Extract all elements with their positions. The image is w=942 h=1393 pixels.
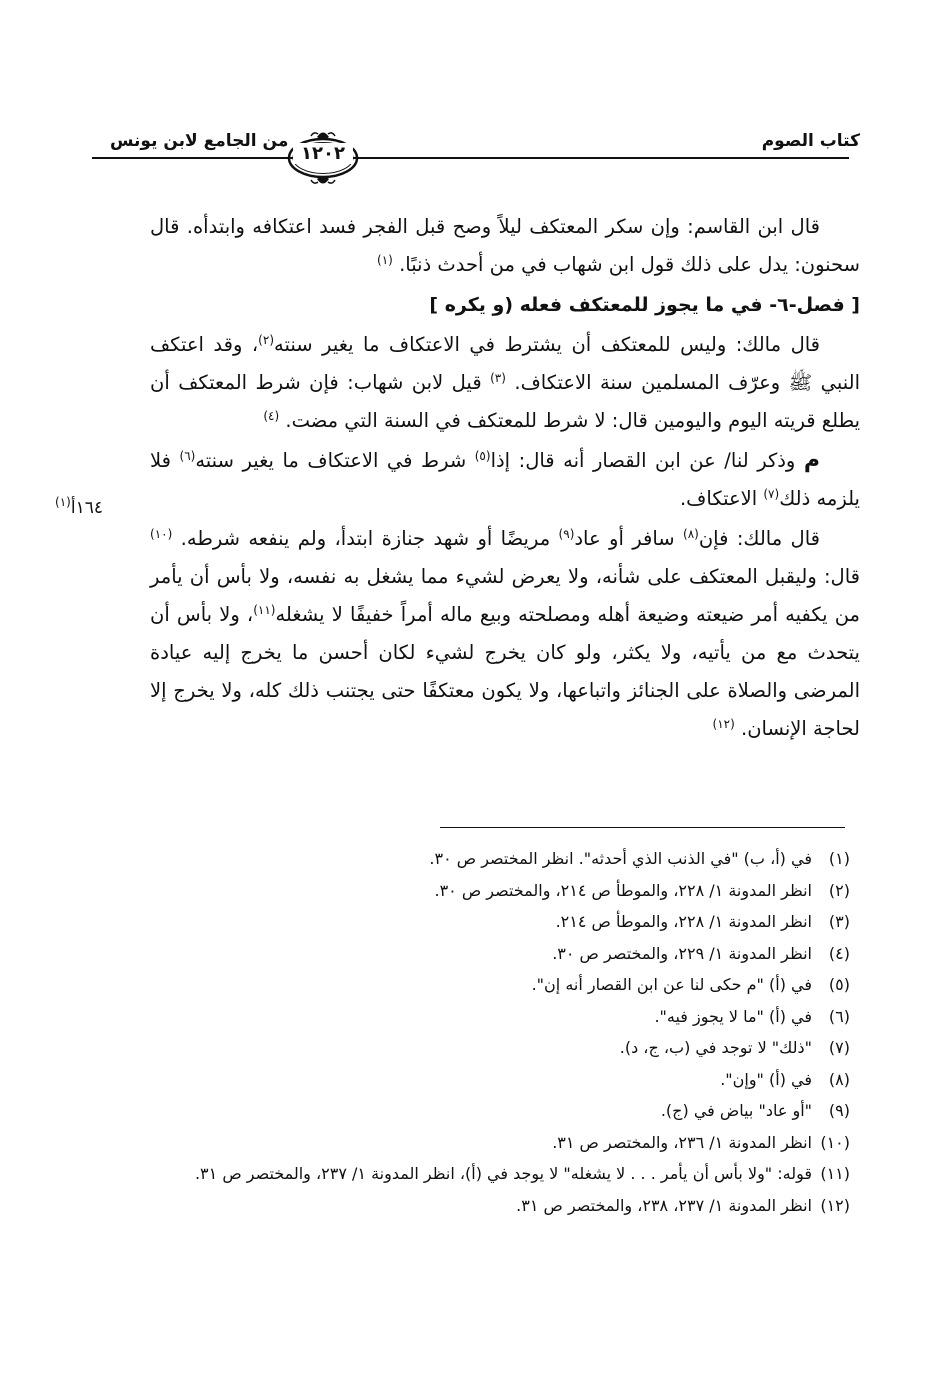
footnote-item [150, 969, 850, 1001]
footnotes [150, 843, 850, 1221]
footnote-ref: (١١) [253, 603, 276, 617]
footnote-item [150, 1032, 850, 1064]
running-head-book-title: كتاب الصوم [761, 131, 860, 151]
footnote-ref: (٧) [763, 487, 780, 501]
footnote-text: "ذلك" لا توجد في (ب، ج، د). [619, 1038, 812, 1057]
running-head-source-title: من الجامع لابن يونس [110, 131, 289, 151]
header-rule [92, 157, 849, 159]
paragraph-2: قال مالك: وليس للمعتكف أن يشترط في الاعتكاف ما يغير سنته$^{(٢)}$، وقد اعتكف النبي ﷺ وعرّف المسلمين سنة الاعتكاف. $^{(٣)}$ قيل لابن شهاب: فإن شرط المعتكف أن يطلع قريته اليوم واليومين قال: لا شرط للمعتكف في السنة التي مضت. $^{(٤)}$ [150, 333, 860, 432]
footnote-number: (٧) [828, 1038, 850, 1057]
footnote-item [150, 843, 850, 875]
footnote-item [150, 1190, 850, 1222]
footnote-separator [440, 827, 845, 828]
footnote-number: (٣) [828, 912, 850, 931]
footnote-item [150, 875, 850, 907]
footnote-item [150, 1127, 850, 1159]
footnote-number: (٨) [828, 1069, 850, 1089]
footnote-ref: (٤) [263, 409, 280, 423]
footnote-number: (٢) [828, 880, 850, 900]
footnote-ref: (٣) [490, 371, 506, 385]
footnote-text: في (أ، ب) "في الذنب الذي أحدثه". انظر المختصر ص ٣٠. [429, 849, 812, 868]
footnote-item [150, 938, 850, 970]
footnote-number: (٩) [828, 1101, 850, 1120]
footnote-number: (١) [828, 849, 850, 868]
footnote-number: (١٢) [820, 1195, 850, 1215]
footnote-number: (١٠) [820, 1132, 850, 1152]
mark-m: م [803, 448, 821, 473]
footnote-text: في (أ) "م حكى لنا عن ابن القصار أنه إن". [531, 975, 812, 994]
footnote-text: انظر المدونة ١/ ٢٣٦، والمختصر ص ٣١. [552, 1132, 812, 1152]
footnote-item [150, 1095, 850, 1127]
footnote-ref: (٢) [258, 333, 274, 347]
paragraph-3: م وذكر لنا/ عن ابن القصار أنه قال: إذا$^{(٥)}$ شرط في الاعتكاف ما يغير سنته$^{(٦)}$ فلا يلزمه ذلك$^{(٧)}$ الاعتكاف. [150, 448, 860, 510]
footnote-ref: (١) [377, 253, 393, 267]
footnote-number: (٥) [828, 975, 850, 994]
footnote-text: "أو عاد" بياض في (ج). [660, 1101, 812, 1120]
footnote-number: (١١) [820, 1164, 850, 1183]
section-heading: [ فصل-٦- في ما يجوز للمعتكف فعله (و يكره ] [429, 294, 860, 316]
footnote-text: في (أ) "ما لا يجوز فيه". [654, 1006, 812, 1026]
footnote-text: انظر المدونة ١/ ٢٢٨، والموطأ ص ٢١٤، والمختصر ص ٣٠. [434, 880, 812, 900]
footnote-text: في (أ) "وإن". [720, 1069, 812, 1089]
footnote-text: انظر المدونة ١/ ٢٣٧، ٢٣٨، والمختصر ص ٣١. [516, 1195, 812, 1215]
paragraph-1: قال ابن القاسم: وإن سكر المعتكف ليلاً وصح قبل الفجر فسد اعتكافه وابتدأه. قال سحنون: يدل على ذلك قول ابن شهاب في من أحدث ذنبًا. $^{(١)}$ [150, 215, 860, 276]
footnote-ref: (١٢) [712, 717, 735, 731]
footnote-ref: (٥) [474, 449, 491, 463]
footnote-ref: (٨) [683, 527, 699, 541]
footnote-text: انظر المدونة ١/ ٢٢٩، والمختصر ص ٣٠. [552, 943, 812, 963]
footnote-ref: (٩) [558, 527, 575, 541]
main-text [150, 208, 860, 750]
manuscript-folio-note: ١٦٤أ$^{(١)}$ [55, 495, 103, 518]
footnote-text: انظر المدونة ١/ ٢٢٨، والموطأ ص ٢١٤. [555, 912, 812, 931]
footnote-item [150, 1158, 850, 1190]
footnote-number: (٤) [828, 943, 850, 963]
paragraph-4: قال مالك: فإن$^{(٨)}$ سافر أو عاد$^{(٩)}$ مريضًا أو شهد جنازة ابتدأ، ولم ينفعه شرطه. $^{(١٠)}$ قال: وليقبل المعتكف على شأنه، ولا يعرض لشيء مما يشغل به نفسه، ولا بأس أن يأمر من يكفيه أمر ضيعته وضيعة أهله ومصلحته وبيع ماله أمراً خفيفًا لا يشغله$^{(١١)}$، ولا بأس أن يتحدث مع من يأتيه، ولا يكثر، ولو كان يخرج لشيء لكان أحسن ما يخرج إليه عيادة المرضى والصلاة على الجنائز واتباعها، ولا يكون معتكفًا حتى يجتنب ذلك كله، ولا يخرج إلا لحاجة الإنسان. $^{(١٢)}$ [150, 527, 860, 740]
footnote-text: قوله: "ولا بأس أن يأمر . . . لا يشغله" لا يوجد في (أ)، انظر المدونة ١/ ٢٣٧، والمختصر ص ٣١. [194, 1164, 812, 1183]
footnote-item [150, 1001, 850, 1033]
footnote-number: (٦) [828, 1006, 850, 1026]
footnote-item [150, 906, 850, 938]
footnote-item [150, 1064, 850, 1096]
page-number: ١٢٠٢ [293, 143, 353, 164]
footnote-ref: (٦) [179, 449, 196, 463]
footnote-ref: (١٠) [150, 527, 173, 541]
